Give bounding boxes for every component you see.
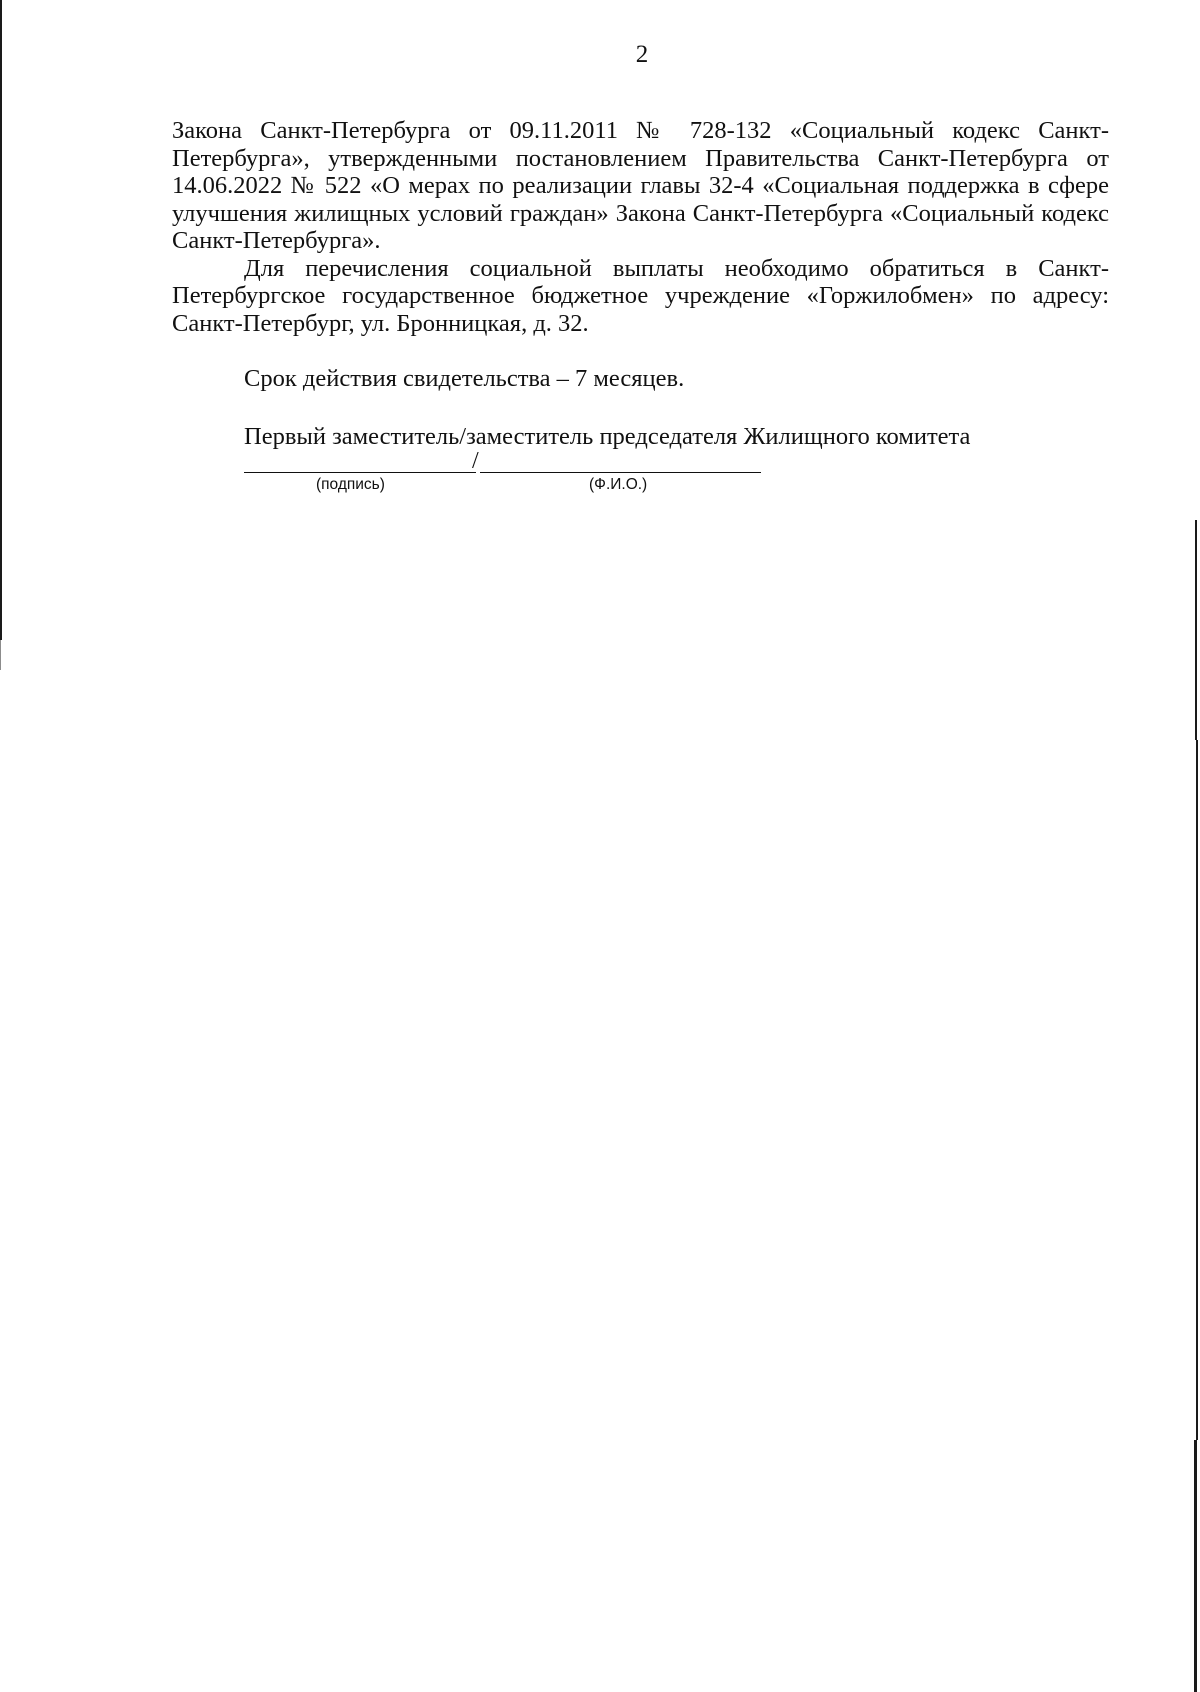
scan-edge-right-lower bbox=[1194, 1440, 1197, 1692]
signature-caption: (подпись) bbox=[316, 476, 385, 493]
signer-title: Первый заместитель/заместитель председателя Жилищного комитета bbox=[244, 422, 971, 450]
fio-caption: (Ф.И.О.) bbox=[589, 476, 648, 493]
signature-separator: / bbox=[472, 448, 479, 474]
validity-period: Срок действия свидетельства – 7 месяцев. bbox=[244, 365, 685, 392]
scan-edge-right-middle bbox=[1196, 740, 1198, 1440]
scan-edge-right-upper bbox=[1195, 520, 1197, 740]
scan-edge-left-faint bbox=[0, 640, 1, 670]
paragraph-law-reference: Закона Санкт-Петербурга от 09.11.2011 № 728-132 «Социальный кодекс Санкт-Петербурга», утвержденными постановлением Правительства Санкт-Петербурга от 14.06.2022 № 522 «О мерах по реализации главы 32-4 «Социальная поддержка в сфере улучшения жилищных условий граждан» Закона Санкт-Петербурга «Социальный кодекс Санкт-Петербурга». bbox=[172, 117, 1109, 254]
paragraph-payment-instructions: Для перечисления социальной выплаты необходимо обратиться в Санкт-Петербургское государственное бюджетное учреждение «Горжилобмен» по адресу: Санкт-Петербург, ул. Бронницкая, д. 32. bbox=[172, 254, 1109, 337]
fio-line bbox=[480, 472, 761, 473]
signature-line bbox=[244, 472, 476, 473]
document-body bbox=[172, 117, 1109, 500]
page-number: 2 bbox=[635, 41, 649, 68]
scan-edge-left bbox=[0, 0, 2, 640]
signature-block bbox=[244, 450, 764, 500]
